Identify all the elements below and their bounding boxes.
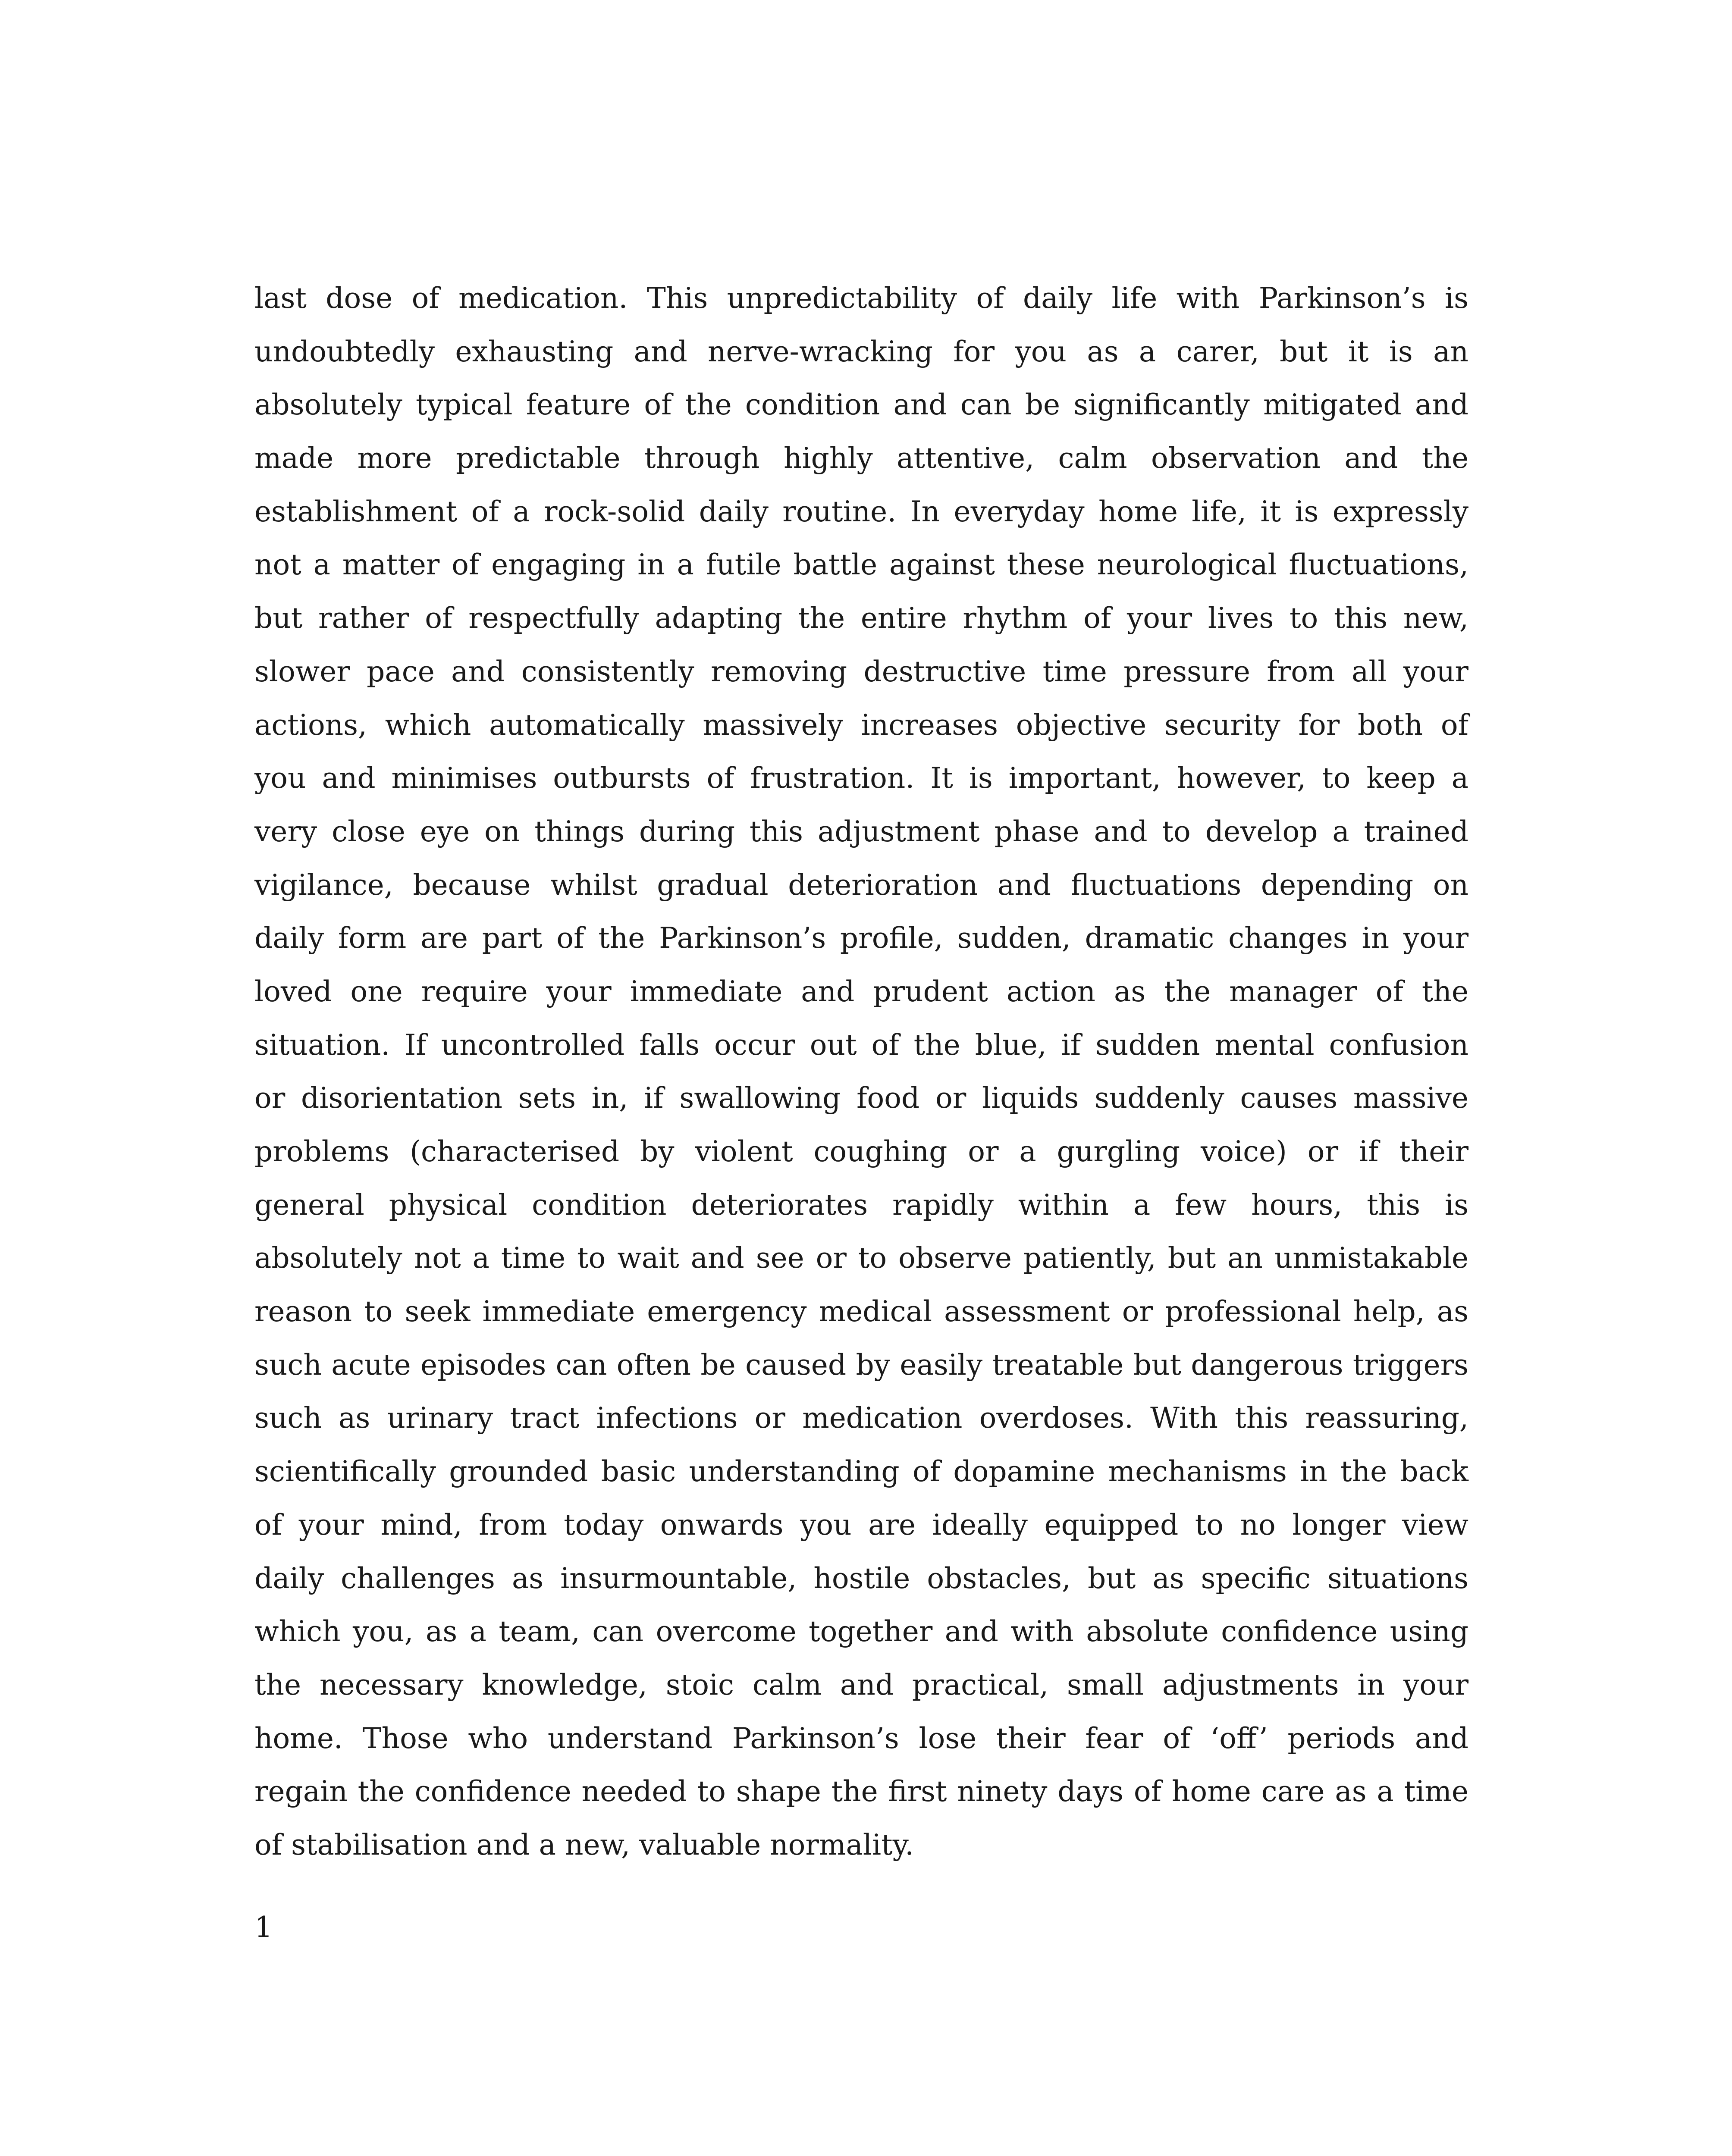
text-line: absolutely typical feature of the condition and can be significantly mitigated and	[254, 388, 1468, 422]
text-line: reason to seek immediate emergency medical assessment or professional help, as	[254, 1295, 1468, 1329]
text-line: which you, as a team, can overcome together and with absolute confidence using	[254, 1615, 1468, 1648]
text-line: daily challenges as insurmountable, hostile obstacles, but as specific situations	[254, 1561, 1468, 1595]
text-line: daily form are part of the Parkinson’s profile, sudden, dramatic changes in your	[254, 921, 1468, 955]
text-line: very close eye on things during this adjustment phase and to develop a trained	[254, 815, 1468, 848]
text-line: regain the confidence needed to shape the first ninety days of home care as a time	[254, 1775, 1468, 1808]
text-line: but rather of respectfully adapting the entire rhythm of your lives to this new,	[254, 602, 1468, 635]
text-line: situation. If uncontrolled falls occur out of the blue, if sudden mental confusion	[254, 1028, 1468, 1062]
text-line: you and minimises outbursts of frustration. It is important, however, to keep a	[254, 761, 1468, 795]
text-line: home. Those who understand Parkinson’s lose their fear of ‘off’ periods and	[254, 1721, 1468, 1755]
text-line: the necessary knowledge, stoic calm and practical, small adjustments in your	[254, 1668, 1468, 1702]
text-line: general physical condition deteriorates rapidly within a few hours, this is	[254, 1188, 1468, 1222]
text-line: problems (characterised by violent coughing or a gurgling voice) or if their	[254, 1135, 1468, 1168]
text-line: vigilance, because whilst gradual deterioration and fluctuations depending on	[254, 868, 1468, 902]
text-line: of your mind, from today onwards you are ideally equipped to no longer view	[254, 1508, 1468, 1542]
text-line: made more predictable through highly attentive, calm observation and the	[254, 442, 1468, 475]
text-line: such as urinary tract infections or medication overdoses. With this reassuring,	[254, 1401, 1468, 1435]
text-line: slower pace and consistently removing destructive time pressure from all your	[254, 655, 1468, 688]
text-line: actions, which automatically massively increases objective security for both of	[254, 708, 1468, 742]
text-line: scientifically grounded basic understanding of dopamine mechanisms in the back	[254, 1455, 1468, 1489]
text-line: absolutely not a time to wait and see or to observe patiently, but an unmistakable	[254, 1241, 1468, 1275]
text-line: last dose of medication. This unpredictability of daily life with Parkinson’s is	[254, 282, 1468, 315]
text-line: loved one require your immediate and prudent action as the manager of the	[254, 975, 1468, 1008]
text-line: of stabilisation and a new, valuable normality.	[254, 1828, 914, 1861]
text-line: or disorientation sets in, if swallowing food or liquids suddenly causes massive	[254, 1081, 1468, 1115]
text-line: undoubtedly exhausting and nerve-wracking for you as a carer, but it is an	[254, 335, 1468, 368]
body-paragraph	[254, 272, 1468, 1872]
text-line: not a matter of engaging in a futile battle against these neurological fluctuations,	[254, 548, 1468, 582]
text-line: establishment of a rock-solid daily routine. In everyday home life, it is expressly	[254, 495, 1468, 528]
text-line: such acute episodes can often be caused by easily treatable but dangerous triggers	[254, 1348, 1468, 1382]
page-number: 1	[254, 1911, 273, 1944]
